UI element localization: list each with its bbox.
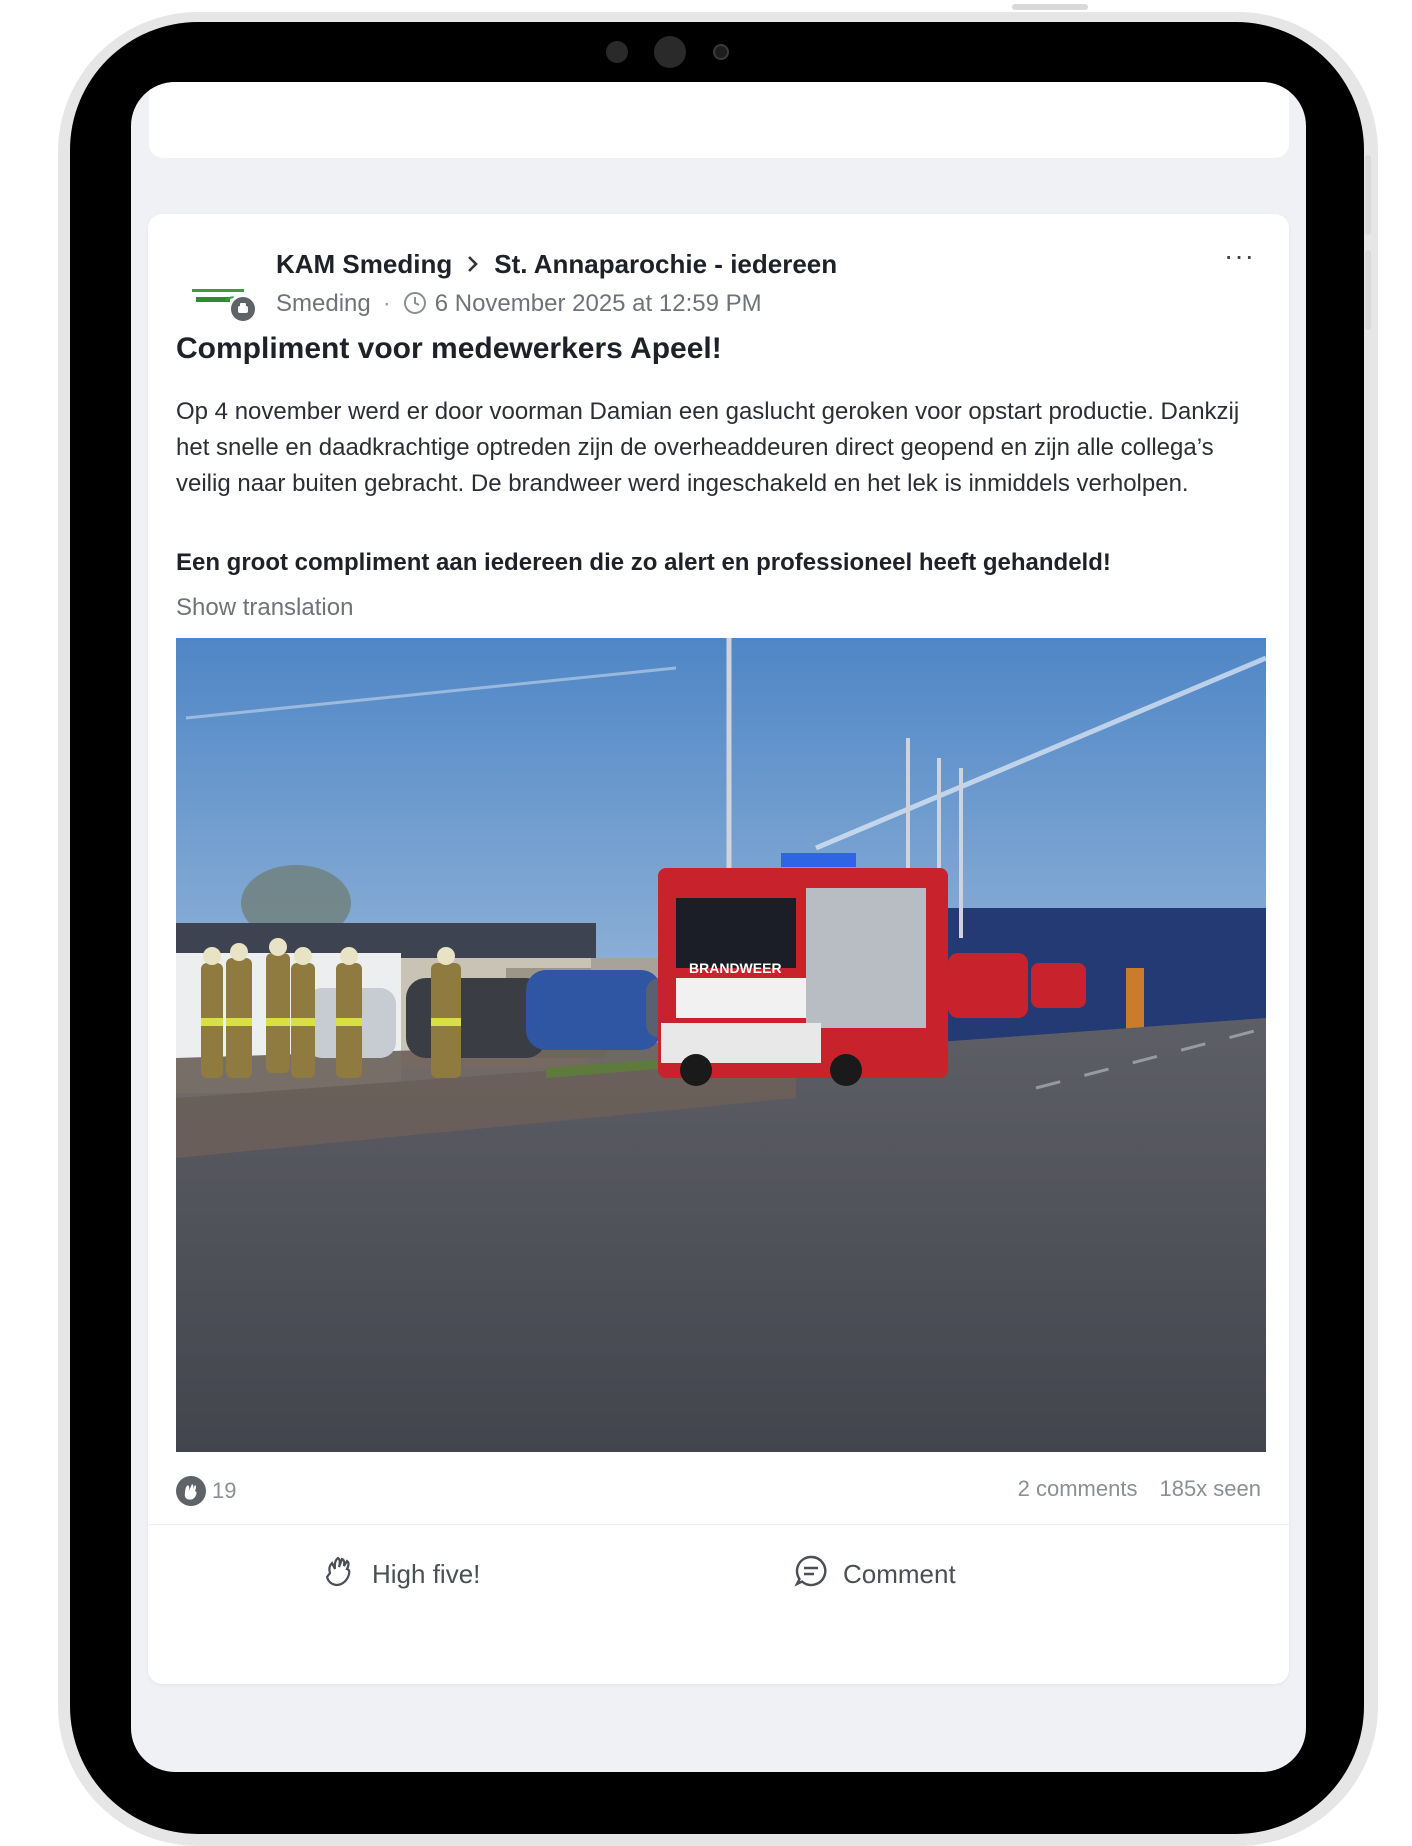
comment-label: Comment [843,1558,956,1589]
seen-count[interactable]: 185x seen [1159,1476,1261,1501]
post-card [148,214,1289,1684]
source-name: Smeding [276,290,371,317]
sensor-right [713,44,729,60]
post-timestamp: 6 November 2025 at 12:59 PM [434,290,762,317]
app-screen [131,82,1306,1772]
comment-button[interactable] [793,1534,956,1614]
meta-separator: · [382,290,391,317]
post-body: Op 4 november werd er door voorman Damian een gaslucht geroken voor opstart productie. Dankzij het snelle en daadkrachtige optreden zijn de overheaddeuren direct geopend en zijn alle collega’s veilig naar buiten gebracht. De brandweer werd ingeschakeld en het lek is inmiddels verholpen. [176,398,1240,497]
post-stats [1018,1476,1261,1502]
reaction-count[interactable]: 19 [212,1478,237,1503]
meta-line [276,290,762,322]
group-name[interactable]: St. Annaparochie - iedereen [494,249,838,279]
show-translation-link[interactable]: Show translation [176,594,354,621]
post-image[interactable] [176,638,1266,1452]
volume-up-button [1365,155,1371,235]
truck-label: BRANDWEER [689,960,782,976]
comment-bubble-icon [793,1553,843,1596]
top-card [149,82,1289,158]
chevron-right-icon [466,249,480,280]
author-line [276,249,837,280]
action-divider [148,1524,1289,1525]
front-camera [654,36,686,68]
high-five-label: High five! [372,1558,481,1589]
top-button [1012,4,1088,10]
comments-count[interactable]: 2 comments [1017,1476,1138,1501]
sensor-left [606,41,628,63]
reaction-high-five-icon[interactable] [176,1476,206,1506]
more-options-icon[interactable]: ··· [1224,240,1255,271]
post-title: Compliment voor medewerkers Apeel! [176,332,722,365]
author-name[interactable]: KAM Smeding [276,249,453,279]
group-badge-icon [228,294,258,324]
volume-down-button [1365,250,1371,330]
clock-icon [403,291,427,322]
high-five-hand-icon [318,1551,372,1598]
post-body-bold: Een groot compliment aan iedereen die zo alert en professioneel heeft gehandeld! [176,549,1111,576]
high-five-button[interactable] [318,1534,480,1614]
